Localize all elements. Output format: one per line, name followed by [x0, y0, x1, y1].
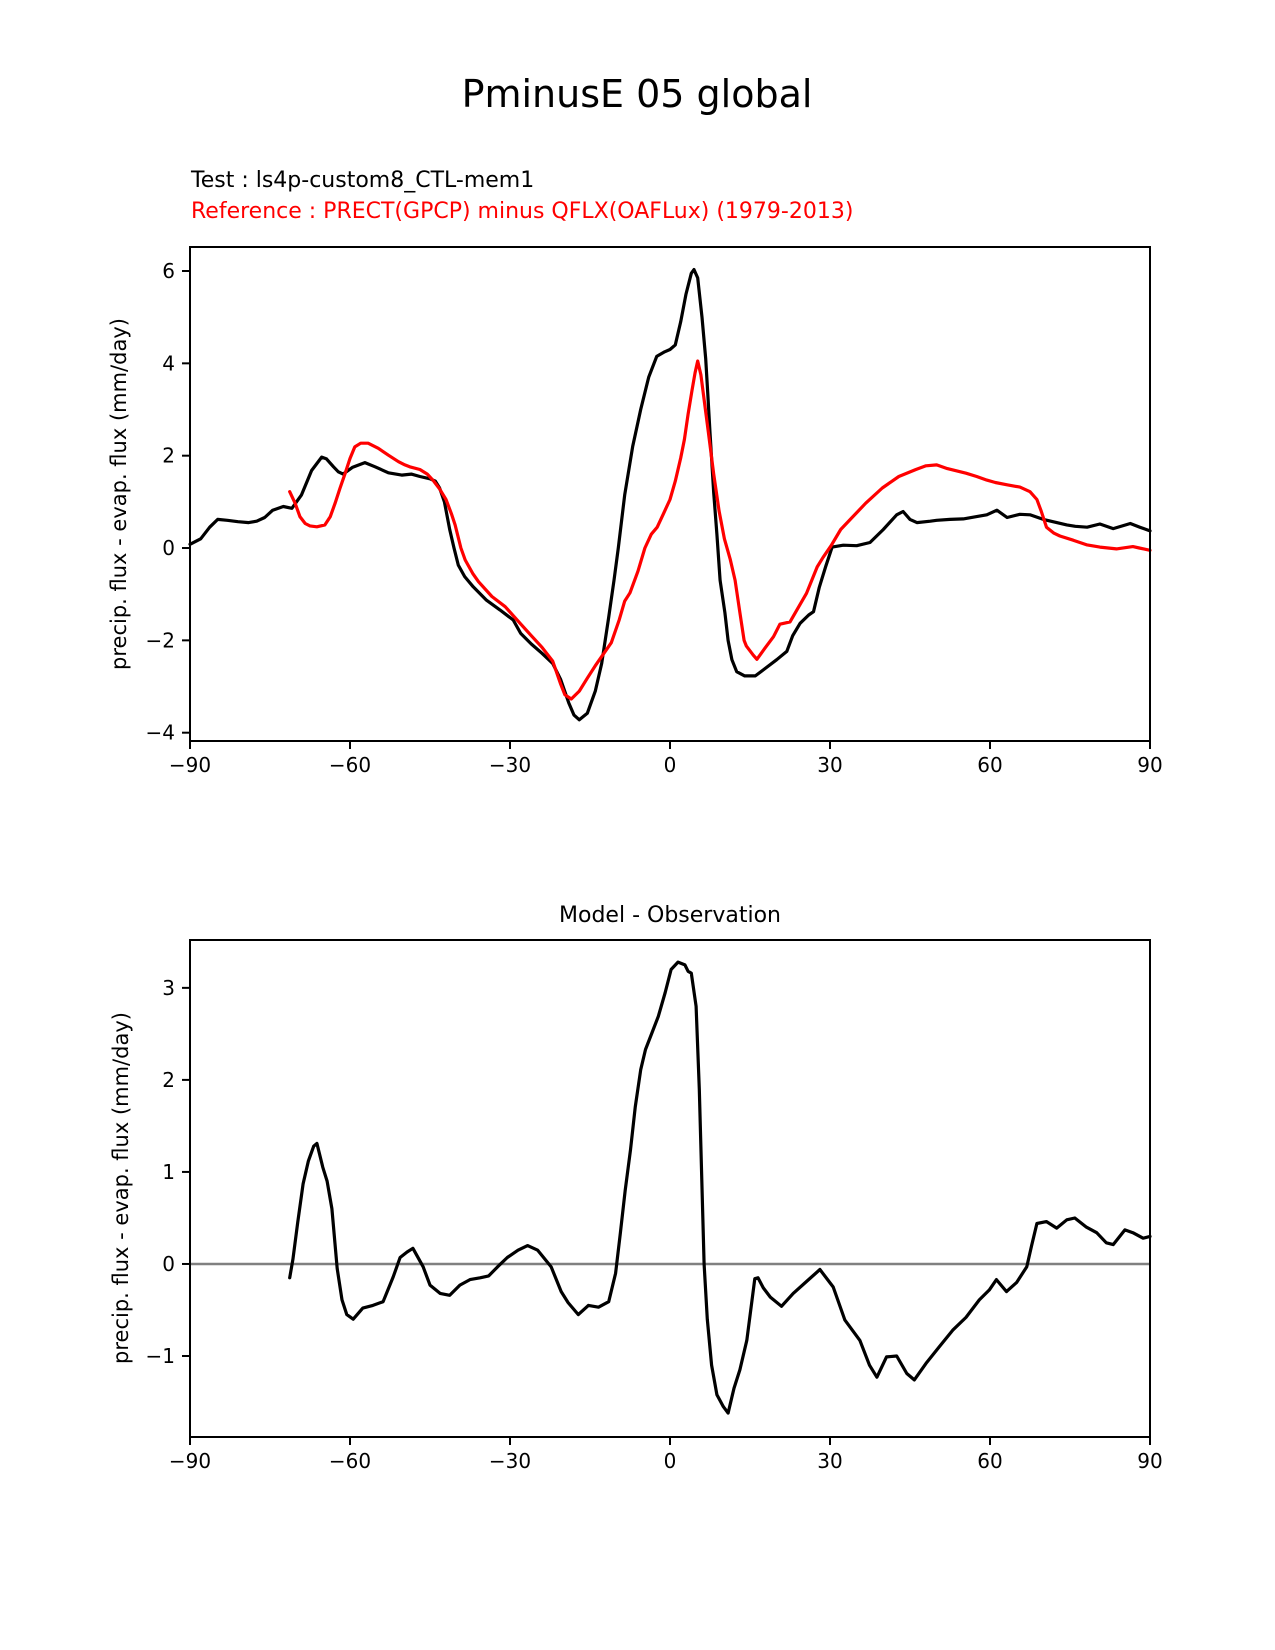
- x-tick-label: 90: [1137, 753, 1163, 778]
- legend-reference-label: Reference : PRECT(GPCP) minus QFLX(OAFLux) (1979-2013): [191, 199, 854, 224]
- x-tick-label: −60: [328, 1449, 372, 1474]
- bottom-plot-title: Model - Observation: [559, 903, 781, 928]
- y-tick-label: 3: [162, 975, 175, 1000]
- y-tick-label: −4: [145, 720, 175, 745]
- series-line-reference: [290, 361, 1150, 699]
- x-tick-label: 60: [977, 1449, 1003, 1474]
- axes-spines: [190, 940, 1150, 1437]
- x-tick-label: 0: [663, 753, 677, 778]
- x-tick-label: 60: [977, 753, 1003, 778]
- top-plot-ylabel: precip. flux - evap. flux (mm/day): [107, 318, 131, 670]
- bottom-plot-ylabel: precip. flux - evap. flux (mm/day): [109, 1012, 133, 1364]
- x-tick-label: −60: [328, 753, 372, 778]
- x-tick-label: 0: [663, 1449, 677, 1474]
- x-tick-label: −30: [488, 753, 532, 778]
- y-tick-label: 2: [162, 443, 175, 468]
- bottom-plot: [146, 940, 1163, 1473]
- x-tick-label: 30: [817, 753, 843, 778]
- y-tick-label: 0: [162, 536, 175, 561]
- series-line-difference: [290, 962, 1150, 1413]
- x-tick-label: −30: [488, 1449, 532, 1474]
- legend-test-label: Test : ls4p-custom8_CTL-mem1: [191, 168, 535, 193]
- figure-title: PminusE 05 global: [461, 72, 813, 116]
- y-tick-label: −1: [145, 1344, 175, 1369]
- x-tick-label: −90: [168, 753, 212, 778]
- y-tick-label: −2: [145, 628, 175, 653]
- top-plot: [146, 247, 1163, 777]
- x-tick-label: 30: [817, 1449, 843, 1474]
- y-tick-label: 1: [162, 1159, 175, 1184]
- x-tick-label: 90: [1137, 1449, 1163, 1474]
- x-tick-label: −90: [168, 1449, 212, 1474]
- y-tick-label: 4: [162, 351, 175, 376]
- y-tick-label: 6: [162, 259, 175, 284]
- y-tick-label: 0: [162, 1251, 175, 1276]
- y-tick-label: 2: [162, 1067, 175, 1092]
